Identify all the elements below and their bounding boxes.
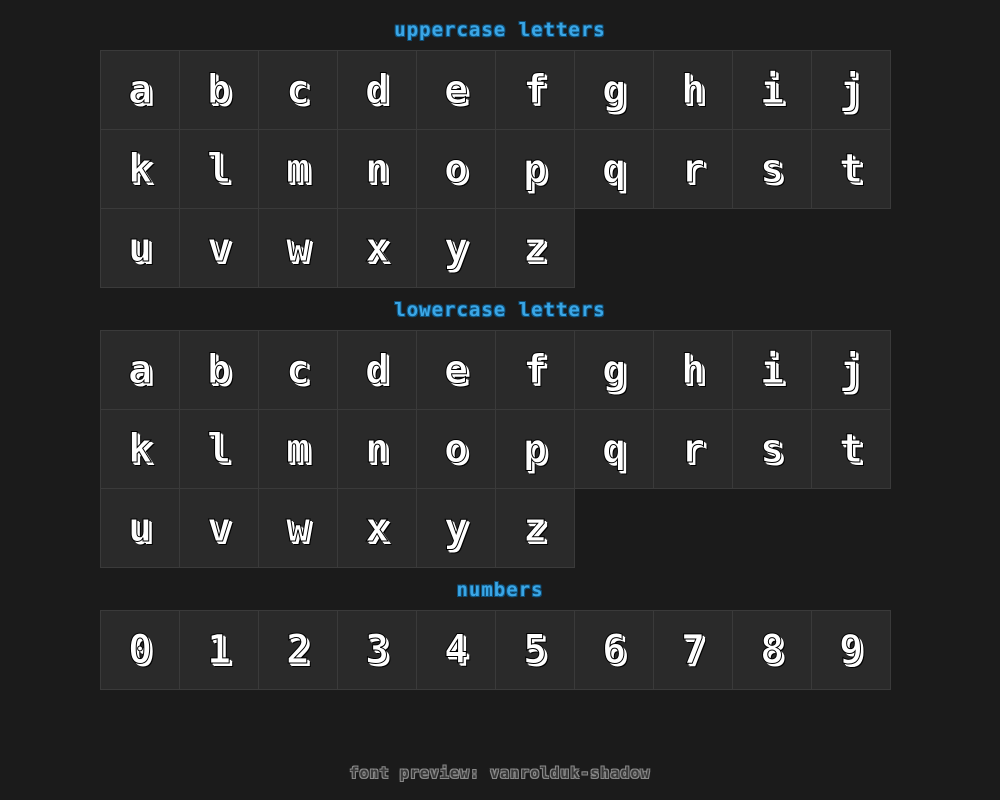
glyph-cell (732, 409, 812, 489)
glyph-cell (179, 409, 259, 489)
glyph-character: x (364, 225, 390, 271)
glyph-character: e (443, 347, 469, 393)
glyph-character: k (127, 146, 153, 192)
glyph-character: l (206, 146, 232, 192)
glyph-character: k (127, 426, 153, 472)
numbers-section-title: numbers (456, 579, 544, 601)
glyph-character: j (838, 347, 864, 393)
glyph-character: i (759, 347, 785, 393)
glyph-cell (574, 50, 654, 130)
glyph-cell (416, 330, 496, 410)
glyph-cell (100, 610, 180, 690)
lowercase-glyph-grid (100, 330, 900, 567)
glyph-cell (100, 50, 180, 130)
uppercase-section-title: uppercase letters (394, 19, 606, 41)
glyph-cell (732, 330, 812, 410)
glyph-cell (811, 50, 891, 130)
uppercase-glyph-grid (100, 50, 900, 287)
glyph-character: g (601, 347, 627, 393)
glyph-character: a (127, 347, 153, 393)
glyph-character: n (364, 426, 390, 472)
glyph-character: 8 (759, 627, 785, 673)
glyph-character: z (522, 225, 548, 271)
glyph-cell (811, 409, 891, 489)
glyph-character: 3 (364, 627, 390, 673)
numbers-glyph-grid (100, 610, 900, 689)
glyph-character: 4 (443, 627, 469, 673)
glyph-character: e (443, 67, 469, 113)
glyph-character: q (601, 426, 627, 472)
glyph-character: 6 (601, 627, 627, 673)
glyph-cell (100, 488, 180, 568)
glyph-cell (653, 129, 733, 209)
glyph-character: p (522, 426, 548, 472)
glyph-cell (337, 610, 417, 690)
glyph-cell (416, 208, 496, 288)
glyph-cell (337, 129, 417, 209)
glyph-character: o (443, 426, 469, 472)
glyph-character: t (838, 146, 864, 192)
glyph-character: r (680, 146, 706, 192)
glyph-character: y (443, 225, 469, 271)
glyph-character: 2 (285, 627, 311, 673)
glyph-character: h (680, 347, 706, 393)
glyph-cell (574, 610, 654, 690)
glyph-cell (258, 330, 338, 410)
glyph-cell (258, 50, 338, 130)
glyph-cell (179, 330, 259, 410)
glyph-character: u (127, 505, 153, 551)
glyph-cell (258, 208, 338, 288)
glyph-character: o (443, 146, 469, 192)
glyph-cell (258, 129, 338, 209)
glyph-character: s (759, 426, 785, 472)
glyph-character: 0 (127, 627, 153, 673)
glyph-cell (258, 610, 338, 690)
glyph-character: c (285, 67, 311, 113)
glyph-cell (732, 129, 812, 209)
glyph-character: t (838, 426, 864, 472)
glyph-character: y (443, 505, 469, 551)
glyph-cell (100, 208, 180, 288)
glyph-character: d (364, 67, 390, 113)
glyph-character: p (522, 146, 548, 192)
glyph-cell (495, 610, 575, 690)
glyph-cell (811, 129, 891, 209)
glyph-character: b (206, 347, 232, 393)
glyph-cell (337, 488, 417, 568)
glyph-cell (495, 488, 575, 568)
glyph-cell (416, 610, 496, 690)
glyph-character: v (206, 505, 232, 551)
glyph-cell (179, 208, 259, 288)
glyph-character: b (206, 67, 232, 113)
glyph-character: z (522, 505, 548, 551)
glyph-character: m (285, 146, 311, 192)
glyph-cell (574, 330, 654, 410)
glyph-character: x (364, 505, 390, 551)
glyph-character: l (206, 426, 232, 472)
glyph-cell (495, 409, 575, 489)
glyph-cell (495, 50, 575, 130)
glyph-character: h (680, 67, 706, 113)
glyph-cell (495, 208, 575, 288)
glyph-character: 1 (206, 627, 232, 673)
glyph-cell (732, 50, 812, 130)
glyph-cell (258, 488, 338, 568)
glyph-cell (416, 50, 496, 130)
glyph-character: 5 (522, 627, 548, 673)
glyph-character: 7 (680, 627, 706, 673)
glyph-cell (337, 50, 417, 130)
glyph-cell (495, 330, 575, 410)
glyph-cell (653, 409, 733, 489)
glyph-cell (100, 330, 180, 410)
glyph-character: d (364, 347, 390, 393)
glyph-cell (100, 409, 180, 489)
glyph-cell (574, 129, 654, 209)
glyph-character: v (206, 225, 232, 271)
glyph-cell (179, 610, 259, 690)
glyph-character: w (285, 225, 311, 271)
glyph-cell (653, 50, 733, 130)
glyph-character: 9 (838, 627, 864, 673)
glyph-cell (732, 610, 812, 690)
glyph-cell (179, 488, 259, 568)
glyph-character: q (601, 146, 627, 192)
glyph-cell (653, 610, 733, 690)
glyph-character: s (759, 146, 785, 192)
glyph-cell (811, 610, 891, 690)
glyph-character: g (601, 67, 627, 113)
glyph-cell (495, 129, 575, 209)
glyph-character: i (759, 67, 785, 113)
glyph-character: f (522, 67, 548, 113)
glyph-cell (416, 129, 496, 209)
glyph-character: c (285, 347, 311, 393)
glyph-cell (653, 330, 733, 410)
lowercase-section-title: lowercase letters (394, 299, 606, 321)
glyph-cell (337, 208, 417, 288)
font-preview-footer: font preview: vanrolduk-shadow (349, 764, 651, 782)
glyph-cell (416, 409, 496, 489)
glyph-cell (179, 129, 259, 209)
glyph-cell (179, 50, 259, 130)
glyph-character: a (127, 67, 153, 113)
glyph-cell (258, 409, 338, 489)
glyph-cell (337, 330, 417, 410)
glyph-cell (811, 330, 891, 410)
glyph-character: n (364, 146, 390, 192)
glyph-cell (416, 488, 496, 568)
glyph-cell (337, 409, 417, 489)
glyph-cell (100, 129, 180, 209)
glyph-character: u (127, 225, 153, 271)
glyph-character: m (285, 426, 311, 472)
glyph-character: w (285, 505, 311, 551)
glyph-character: j (838, 67, 864, 113)
glyph-cell (574, 409, 654, 489)
glyph-character: r (680, 426, 706, 472)
glyph-character: f (522, 347, 548, 393)
